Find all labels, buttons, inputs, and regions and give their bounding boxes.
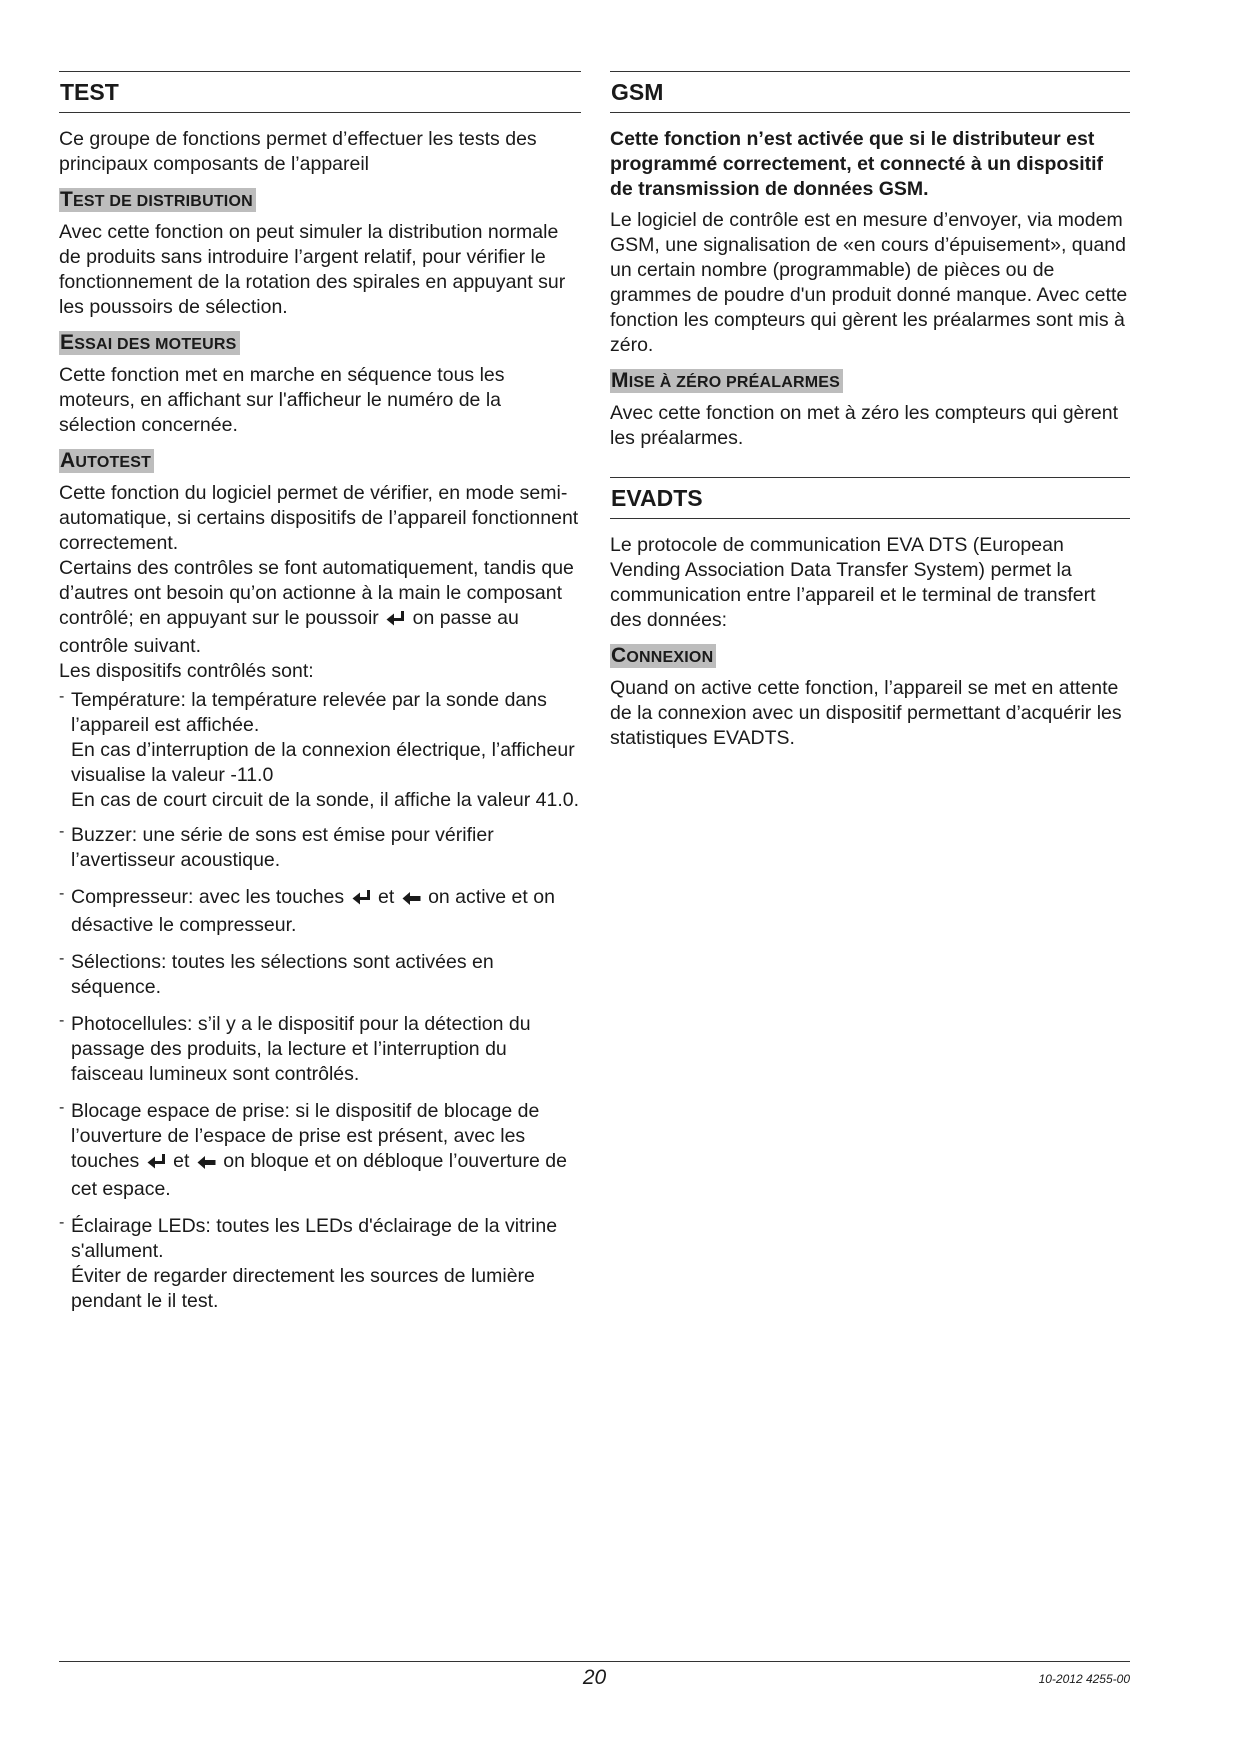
section-header-evadts	[610, 477, 1130, 519]
subhead-autotest: AUTOTEST	[59, 449, 581, 473]
list-item-buzzer: - Buzzer: une série de sons est émise pour vérifier l’avertisseur acoustique.	[59, 823, 494, 871]
autotest-p1: Cette fonction du logiciel permet de vérifier, en mode semi-automatique, si certains dispositifs de l’appareil fonctionnent correctement.	[59, 482, 579, 554]
subhead-test-distribution: TEST DE DISTRIBUTION	[59, 188, 581, 212]
page-number: 20	[582, 1666, 607, 1689]
enter-key-icon	[147, 1152, 166, 1177]
evadts-text: Le protocole de communication EVA DTS (European Vending Association Data Transfer System) permet la communication entre l’appareil et le terminal de transfert des données:	[610, 534, 1096, 631]
section-title-gsm: GSM	[611, 79, 664, 105]
list-item-selections: - Sélections: toutes les sélections sont activées en séquence.	[59, 950, 494, 998]
enter-key-icon	[352, 888, 371, 913]
subhead-connexion: CONNEXION	[610, 644, 1130, 668]
left-column	[59, 71, 581, 1326]
section-header-test	[59, 71, 581, 113]
gsm-text: Le logiciel de contrôle est en mesure d’envoyer, via modem GSM, une signalisation de «en cours d’épuisement», quand un certain nombre (programmable) de pièces ou de grammes de poudre d'un produit donné manque. Avec cette fonction les compteurs qui gèrent les préalarmes sont mis à zéro.	[610, 209, 1128, 356]
section-header-gsm	[610, 71, 1130, 113]
page-footer	[59, 1661, 1130, 1689]
section-title-test: TEST	[60, 79, 119, 105]
list-item-photocellules: - Photocellules: s’il y a le dispositif pour la détection du passage des produits, la lecture et l’interruption du faisceau lumineux sont contrôlés.	[59, 1012, 531, 1085]
essai-moteurs-text: Cette fonction met en marche en séquence tous les moteurs, en affichant sur l'afficheur le numéro de la sélection concernée.	[59, 364, 505, 436]
test-intro: Ce groupe de fonctions permet d’effectuer les tests des principaux composants de l’appareil	[59, 128, 537, 175]
back-arrow-icon	[402, 888, 421, 913]
enter-key-icon	[386, 609, 405, 634]
list-item-compresseur: - Compresseur: avec les touches et on active et on désactive le compresseur.	[59, 885, 555, 936]
document-code: 10-2012 4255-00	[1038, 1672, 1130, 1686]
section-title-evadts: EVADTS	[611, 485, 703, 511]
back-arrow-icon	[197, 1152, 216, 1177]
list-item-blocage: - Blocage espace de prise: si le dispositif de blocage de l’ouverture de l’espace de prise est présent, avec les touches et on bloque et on débloque l’ouverture de cet espace.	[59, 1099, 567, 1200]
subhead-essai-moteurs: ESSAI DES MOTEURS	[59, 331, 581, 355]
autotest-p2: Certains des contrôles se font automatiquement, tandis que d’autres ont besoin qu’on actionne à la main le composant contrôlé; en appuyant sur le poussoir on passe au contrôle suivant.	[59, 557, 574, 657]
mise-a-zero-text: Avec cette fonction on met à zéro les compteurs qui gèrent les préalarmes.	[610, 402, 1118, 449]
list-item-eclairage: - Éclairage LEDs: toutes les LEDs d'éclairage de la vitrine s'allument. Éviter de regarder directement les sources de lumière pendant le il test.	[59, 1214, 558, 1312]
connexion-text: Quand on active cette fonction, l’appareil se met en attente de la connexion avec un dispositif permettant d’acquérir les statistiques EVADTS.	[610, 677, 1122, 749]
test-distribution-text: Avec cette fonction on peut simuler la distribution normale de produits sans introduire l’argent relatif, pour vérifier le fonctionnement de la rotation des spirales en appuyant sur les poussoirs de sélection.	[59, 221, 566, 318]
autotest-p3: Les dispositifs contrôlés sont:	[59, 660, 314, 682]
subhead-mise-a-zero: MISE À ZÉRO PRÉALARMES	[610, 369, 1130, 393]
right-column	[610, 71, 1130, 751]
gsm-warning: Cette fonction n’est activée que si le distributeur est programmé correctement, et connecté à un dispositif de transmission de données GSM.	[610, 128, 1104, 200]
list-item-temperature: - Température: la température relevée par la sonde dans l’appareil est affichée. En cas d’interruption de la connexion électrique, l’afficheur visualise la valeur -11.0 En cas de court circuit de la sonde, il affiche la valeur 41.0.	[59, 688, 580, 811]
